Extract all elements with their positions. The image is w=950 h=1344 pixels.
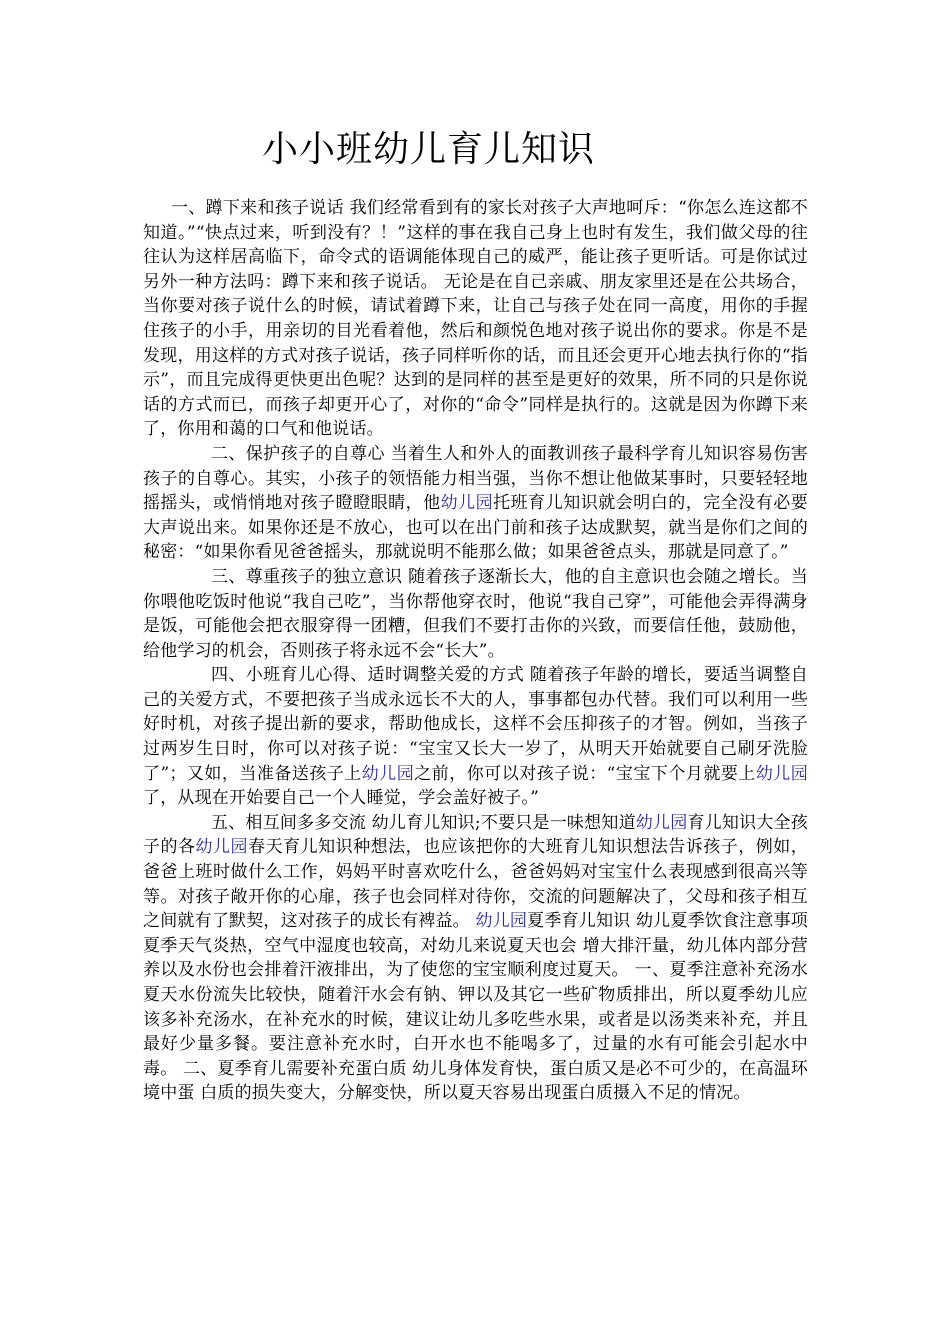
kindergarten-link[interactable]: 幼儿园 [440, 493, 494, 514]
paragraph-text: 托班育儿知识就会明白的，完全没有必要大声说出来。如果你还是不放心，也可以在出门前和孩子达成默契，就当是你们之间的秘密：“如果你看见爸爸摇头，那就说明不能那么做；如果爸爸点头，那就是同意了。” [143, 493, 808, 563]
kindergarten-link[interactable]: 幼儿园 [635, 812, 688, 833]
paragraph-text: 三、尊重孩子的独立意识 随着孩子逐渐长大，他的自主意识也会随之增长。当你喂他吃饭时他说“我自己吃”，当你帮他穿衣时，他说“我自己穿”，可能他会弄得满身是饭，可能他会把衣服穿得一团糟，但我们不要打击你的兴致，而要信任他，鼓励他，给他学习的机会，否则孩子将永远不会“长大”。 [143, 566, 808, 661]
paragraph-text: 四、小班育儿心得、适时调整关爱的方式 随着孩子年龄的增长，要适当调整自己的关爱方式，不要把孩子当成永远长不大的人，事事都包办代替。我们可以利用一些好时机，对孩子提出新的要求，帮助他成长，这样不会压抑孩子的才智。例如，当孩子过两岁生日时，你可以对孩子说：“宝宝又长大一岁了，从明天开始就要自己刷牙洗脸了”；又如，当准备送孩子上 [143, 665, 808, 784]
paragraph-text: 育儿知识大全孩子的各 [143, 812, 808, 858]
paragraph [143, 196, 808, 442]
page-title: 小小班幼儿育儿知识 [262, 129, 596, 170]
kindergarten-link[interactable]: 幼儿园 [361, 763, 415, 784]
paragraph [143, 442, 808, 565]
paragraph [143, 565, 808, 663]
paragraph [143, 663, 808, 811]
kindergarten-link[interactable]: 幼儿园 [755, 763, 808, 784]
paragraph-text: 二、保护孩子的自尊心 当着生人和外人的面教训孩子最科学育儿知识容易伤害孩子的自尊心。其实，小孩子的领悟能力相当强，当你不想让他做某事时，只要轻轻地摇摇头，或悄悄地对孩子瞪瞪眼睛，他 [143, 443, 808, 514]
paragraph-text: 一、蹲下来和孩子说话 我们经常看到有的家长对孩子大声地呵斥：“你怎么连这都不知道。”“快点过来，听到没有？！”这样的事在我自己身上也时有发生，我们做父母的往往认为这样居高临下，命令式的语调能体现自己的威严，能让孩子更听话。可是你试过另外一种方法吗：蹲下来和孩子说话。 无论是在自己亲戚、朋友家里还是在公共场合，当你要对孩子说什么的时候，请试着蹲下来，让自己与孩子处在同一高度，用你的手握住孩子的小手，用亲切的目光看着他，然后和颜悦色地对孩子说出你的要求。你是不是发现，用这样的方式对孩子说话，孩子同样听你的话，而且还会更开心地去执行你的“指示”，而且完成得更快更出色呢？达到的是同样的甚至是更好的效果，所不同的只是你说话的方式而已，而孩子却更开心了，对你的“命令”同样是执行的。这就是因为你蹲下来了，你用和蔼的口气和他说话。 [143, 198, 808, 440]
paragraph-text: 之前，你可以对孩子说：“宝宝下个月就要上 [414, 763, 756, 784]
paragraph-text: 五、相互间多多交流 幼儿育儿知识;不要只是一味想知道 [211, 812, 636, 833]
kindergarten-link[interactable]: 幼儿园 [475, 911, 528, 932]
article-body [143, 196, 808, 1106]
paragraph-text: 夏季育儿知识 幼儿夏季饮食注意事项 夏季天气炎热，空气中湿度也较高，对幼儿来说夏天也会 增大排汗量，幼儿体内部分营养以及水份也会排着汗液排出，为了使您的宝宝顺利度过夏天。 一、夏季注意补充汤水 夏天水份流失比较快，随着汗水会有钠、钾以及其它一些矿物质排出，所以夏季幼儿应该多补充汤水，在补充水的时候，建议让幼儿多吃些水果，或者是以汤类来补充，并且最好少量多餐。要注意补充水时，白开水也不能喝多了，过量的水有可能会引起水中毒。 二、夏季育儿需要补充蛋白质 幼儿身体发育快，蛋白质又是必不可少的，在高温环境中蛋 白质的损失变大，分解变快，所以夏天容易出现蛋白质摄入不足的情况。 [143, 911, 808, 1104]
kindergarten-link[interactable]: 幼儿园 [195, 837, 249, 858]
paragraph-text: 春天育儿知识种想法，也应该把你的大班育儿知识想法告诉孩子，例如，爸爸上班时做什么工作，妈妈平时喜欢吃什么，爸爸妈妈对宝宝什么表现感到很高兴等等。对孩子敞开你的心扉，孩子也会同样对待你，交流的问题解决了，父母和孩子相互之间就有了默契，这对孩子的成长有裨益。 [143, 837, 808, 932]
paragraph-text: 了，从现在开始要自己一个人睡觉，学会盖好被子。” [143, 788, 539, 809]
paragraph [143, 811, 808, 1106]
